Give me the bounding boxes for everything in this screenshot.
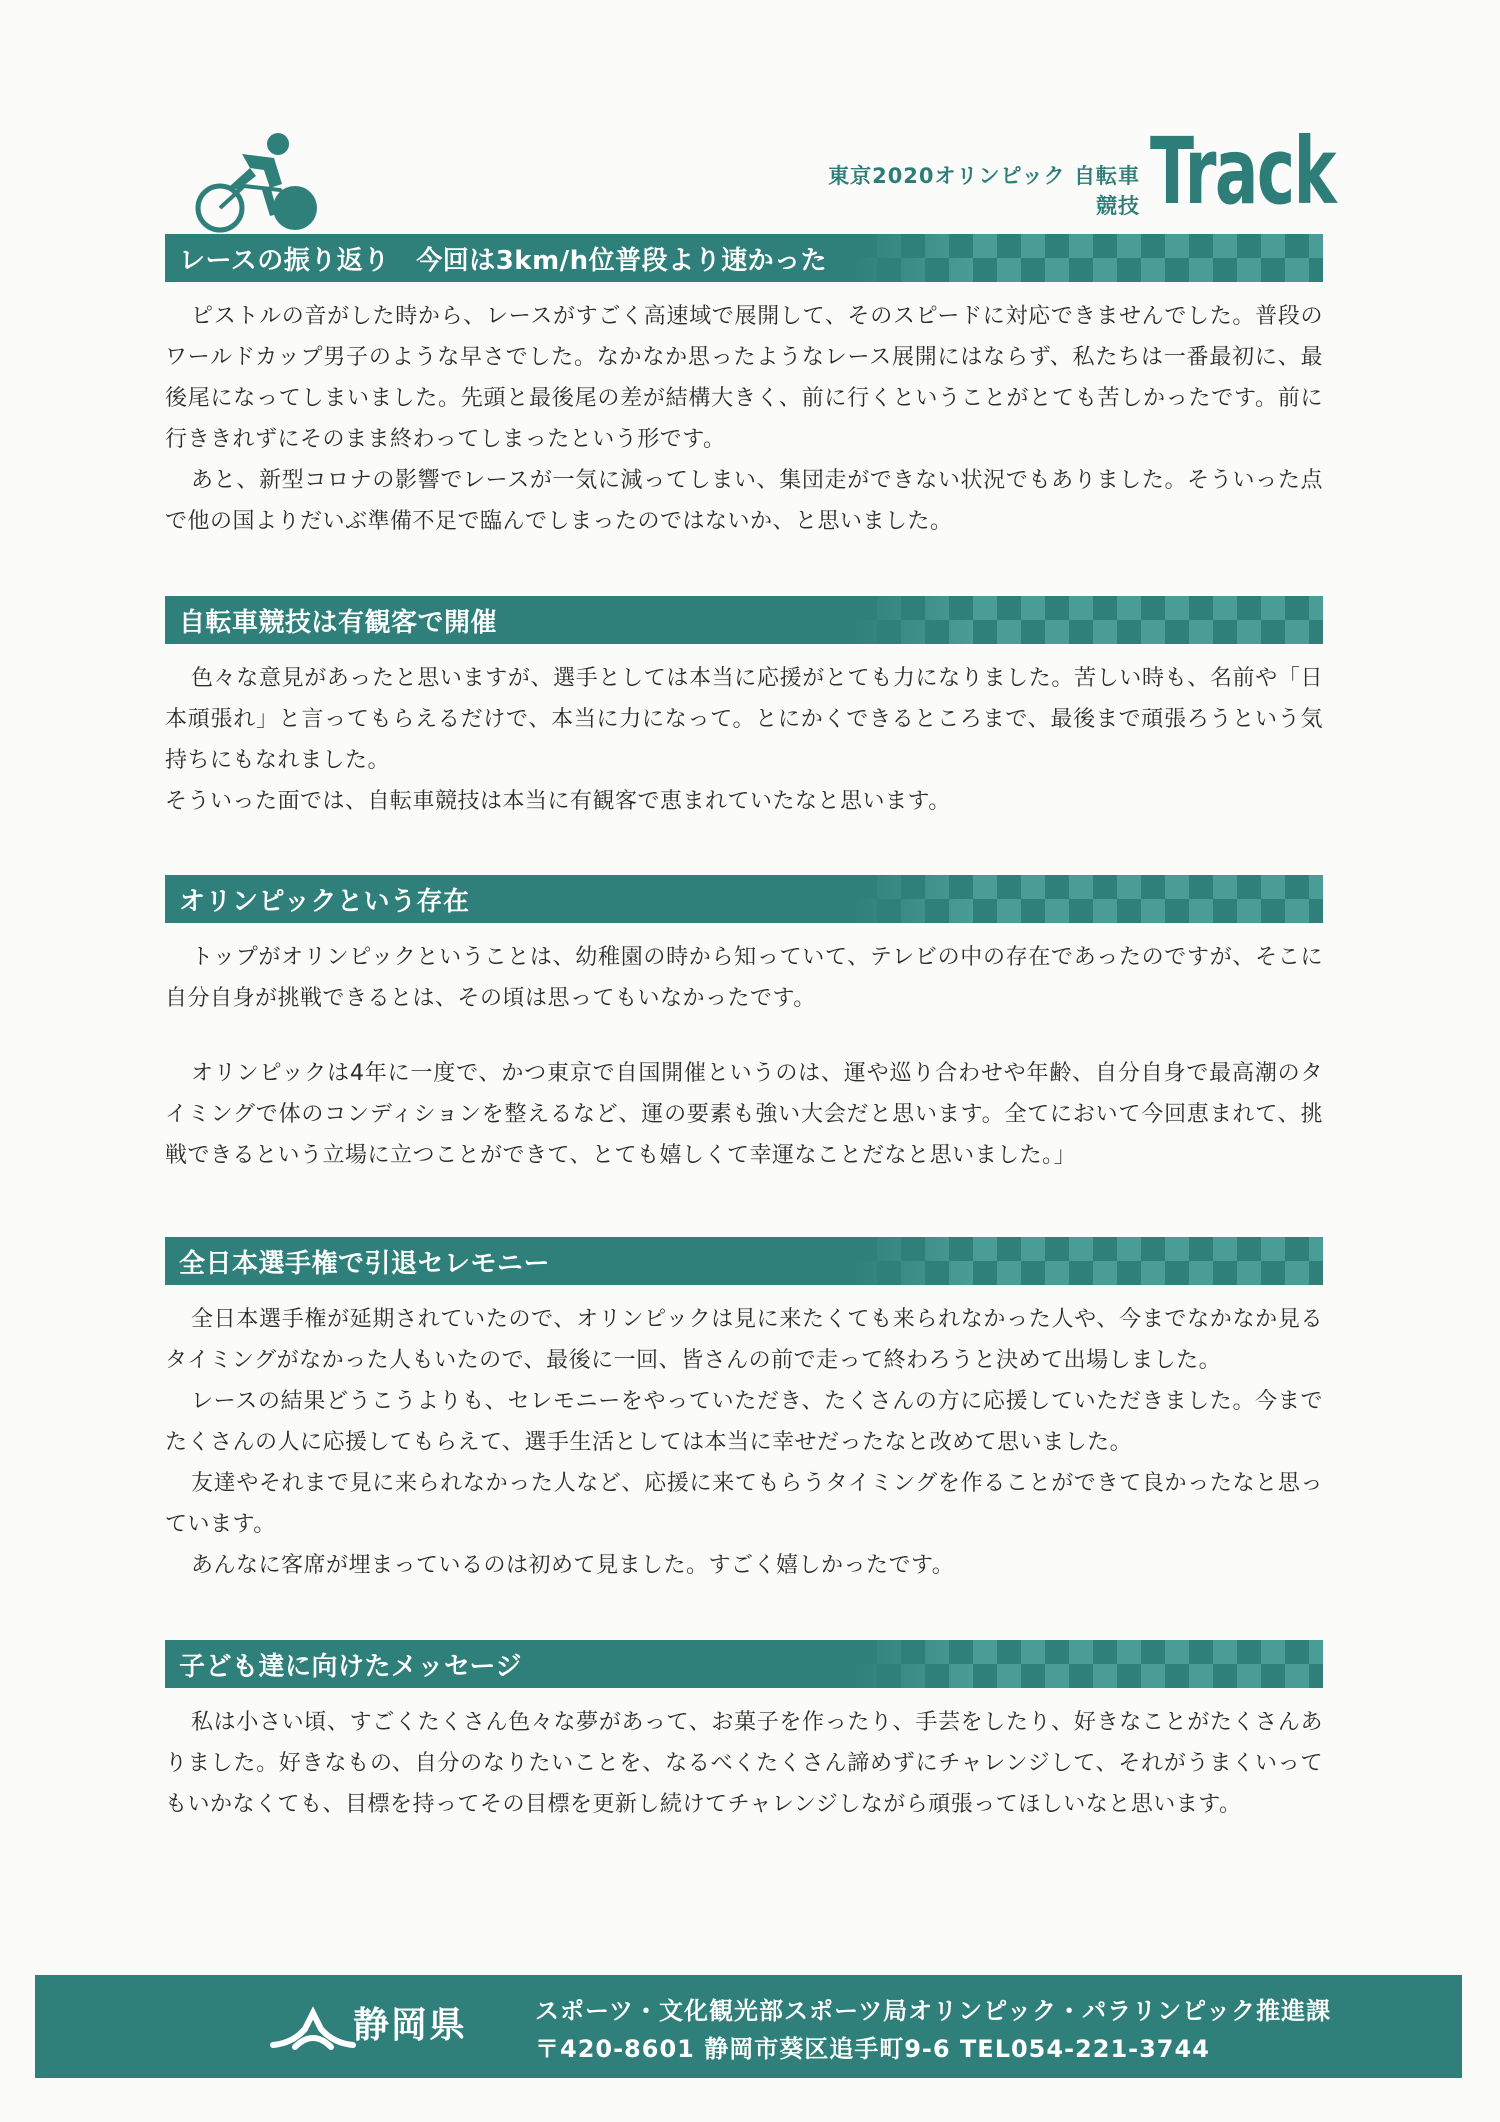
section-header [165,596,1323,644]
section-title: 自転車競技は有観客で開催 [179,607,498,638]
paragraph: あと、新型コロナの影響でレースが一気に減ってしまい、集団走ができない状況でもありました。そういった点で他の国よりだいぶ準備不足で臨んでしまったのではないか、と思いました。 [165,468,1323,534]
page-header [0,0,1500,230]
paragraph: そういった面では、自転車競技は本当に有観客で恵まれていたなと思います。 [165,789,951,814]
checker-pattern [853,875,1323,923]
page-footer [35,1975,1462,2078]
page-title: Track [1150,118,1335,225]
event-subtitle: 東京2020オリンピック 自転車競技 [828,164,1140,218]
section-race-review [165,234,1323,542]
section-title: 子ども達に向けたメッセージ [179,1651,522,1682]
section-header [165,875,1323,923]
section-spectators [165,596,1323,822]
section-olympics-meaning [165,875,1323,1176]
section-title: レースの振り返り 今回は3km/h位普段より速かった [179,245,828,276]
section-retirement-ceremony [165,1237,1323,1586]
paragraph: トップがオリンピックということは、幼稚園の時から知っていて、テレビの中の存在であったのですが、そこに自分自身が挑戦できるとは、その頃は思ってもいなかったです。 [165,945,1323,1011]
section-message-to-children [165,1640,1323,1825]
paragraph: 友達やそれまで見に来られなかった人など、応援に来てもらうタイミングを作ることができて良かったなと思っています。 [165,1471,1323,1537]
checker-pattern [853,234,1323,282]
cyclist-icon [190,128,320,238]
section-header [165,1640,1323,1688]
department-name: スポーツ・文化観光部スポーツ局オリンピック・パラリンピック推進課 [535,1997,1332,2025]
checker-pattern [853,1640,1323,1688]
section-header [165,1237,1323,1285]
section-title: 全日本選手権で引退セレモニー [179,1248,551,1279]
contact-address: 〒420-8601 静岡市葵区追手町9-6 TEL054-221-3744 [535,2035,1210,2063]
paragraph: レースの結果どうこうよりも、セレモニーをやっていただき、たくさんの方に応援していただきました。今までたくさんの人に応援してもらえて、選手生活としては本当に幸せだったなと改めて思いました。 [165,1389,1323,1455]
checker-pattern [853,596,1323,644]
section-header [165,234,1323,282]
paragraph-gap [165,1019,1323,1053]
paragraph: あんなに客席が埋まっているのは初めて見ました。すごく嬉しかったです。 [191,1553,955,1578]
paragraph: オリンピックは4年に一度で、かつ東京で自国開催というのは、運や巡り合わせや年齢、自分自身で最高潮のタイミングで体のコンディションを整えるなど、運の要素も強い大会だと思います。全てにおいて今回恵まれて、挑戦できるという立場に立つことができて、とても嬉しくて幸運なことだなと思いました。」 [165,1061,1323,1168]
paragraph: ピストルの音がした時から、レースがすごく高速域で展開して、そのスピードに対応できませんでした。普段のワールドカップ男子のような早さでした。なかなか思ったようなレース展開にはならず、私たちは一番最初に、最後尾になってしまいました。先頭と最後尾の差が結構大きく、前に行くということがとても苦しかったです。前に行ききれずにそのまま終わってしまったという形です。 [165,304,1323,452]
paragraph: 全日本選手権が延期されていたので、オリンピックは見に来たくても来られなかった人や、今までなかなか見るタイミングがなかった人もいたので、最後に一回、皆さんの前で走って終わろうと決めて出場しました。 [165,1307,1323,1373]
section-title: オリンピックという存在 [179,886,470,917]
paragraph: 色々な意見があったと思いますが、選手としては本当に応援がとても力になりました。苦しい時も、名前や「日本頑張れ」と言ってもらえるだけで、本当に力になって。とにかくできるところまで、最後まで頑張ろうという気持ちにもなれました。 [165,666,1323,773]
paragraph: 私は小さい頃、すごくたくさん色々な夢があって、お菓子を作ったり、手芸をしたり、好きなことがたくさんありました。好きなもの、自分のなりたいことを、なるべくたくさん諦めずにチャレンジして、それがうまくいってもいかなくても、目標を持ってその目標を更新し続けてチャレンジしながら頑張ってほしいなと思います。 [165,1710,1323,1817]
prefecture-name: 静岡県 [353,2005,468,2046]
checker-pattern [853,1237,1323,1285]
